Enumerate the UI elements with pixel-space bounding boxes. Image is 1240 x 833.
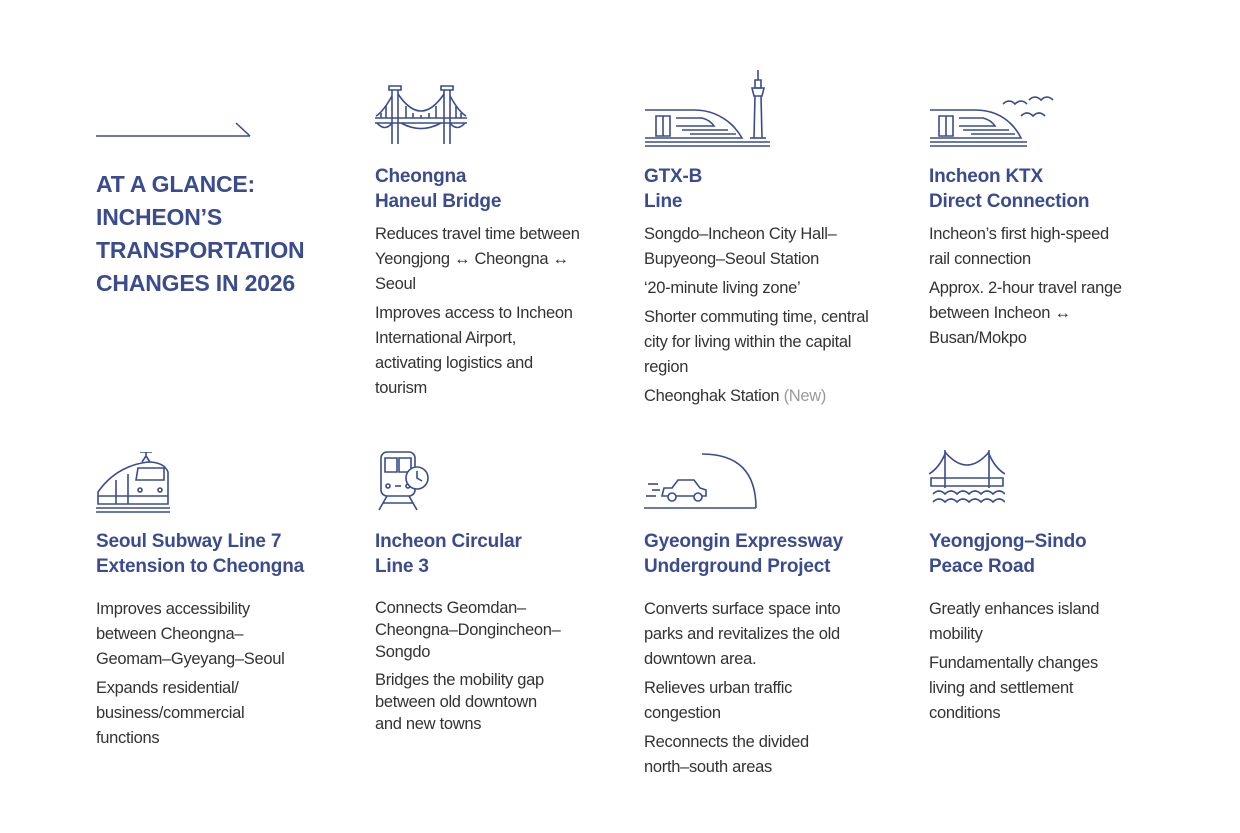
list-item: Converts surface space into parks and revitalizes the old downtown area. — [644, 600, 841, 668]
list-item: Songdo–Incheon City Hall–Bupyeong–Seoul Station — [644, 225, 837, 268]
card-title: GTX-B Line — [644, 166, 703, 212]
list-item: Connects Geomdan–Cheongna–Dongincheon–Songdo — [375, 599, 561, 661]
card-bullets — [644, 597, 866, 780]
list-item: Reconnects the divided north–south areas — [644, 733, 809, 776]
card-title: Incheon Circular Line 3 — [375, 531, 522, 577]
card-incheon-circular-line-3 — [375, 529, 615, 741]
list-item: Greatly enhances island mobility — [929, 600, 1100, 643]
card-seoul-subway-line-7 — [96, 529, 336, 755]
card-bullets — [375, 222, 585, 401]
list-item: Expands residential/ business/commercial functions — [96, 679, 245, 747]
card-bullets — [929, 597, 1129, 726]
list-item: Bridges the mobility gap between old downtown and new towns — [375, 671, 544, 733]
list-item: Shorter commuting time, central city for living within the capital region — [644, 308, 869, 376]
list-item: Improves accessibility between Cheongna–Geomam–Gyeyang–Seoul — [96, 600, 285, 668]
list-item: Relieves urban traffic congestion — [644, 679, 793, 722]
arrow-right-icon — [96, 120, 256, 140]
card-title: Cheongna Haneul Bridge — [375, 166, 502, 212]
train-clock-icon — [375, 450, 431, 512]
card-bullets — [375, 597, 587, 735]
card-bullets — [929, 222, 1139, 351]
card-incheon-ktx — [929, 164, 1169, 355]
card-title: Incheon KTX Direct Connection — [929, 166, 1090, 212]
train-tower-icon — [644, 70, 772, 148]
card-cheongna-haneul-bridge — [375, 164, 615, 405]
card-yeongjong-sindo-peace-road — [929, 529, 1169, 730]
list-item: Incheon’s first high-speed rail connection — [929, 225, 1109, 268]
sea-bridge-icon — [929, 448, 1005, 510]
subway-train-icon — [96, 452, 170, 514]
card-title: Gyeongin Expressway Underground Project — [644, 531, 843, 577]
card-bullets — [96, 597, 308, 751]
bridge-icon — [375, 82, 467, 148]
list-item: Approx. 2-hour travel range between Incheon ↔ Busan/Mokpo — [929, 279, 1122, 347]
card-bullets — [644, 222, 884, 409]
card-gyeongin-expressway — [644, 529, 884, 784]
page-title: AT A GLANCE: INCHEON’S TRANSPORTATION CHANGES IN 2026 — [96, 171, 305, 296]
list-item: Fundamentally changes living and settlement conditions — [929, 654, 1098, 722]
card-title: Yeongjong–Sindo Peace Road — [929, 531, 1087, 577]
card-gtx-b-line — [644, 164, 884, 413]
list-item: ‘20-minute living zone’ — [644, 279, 801, 297]
list-item: Improves access to Incheon International Airport, activating logistics and tourism — [375, 304, 573, 397]
ktx-train-icon — [929, 96, 1059, 148]
list-item: Cheonghak Station (New) — [644, 387, 827, 405]
card-title: Seoul Subway Line 7 Extension to Cheongna — [96, 531, 304, 577]
car-tunnel-icon — [644, 452, 760, 510]
new-tag: (New) — [783, 387, 827, 405]
list-item: Reduces travel time between Yeongjong ↔ Cheongna ↔ Seoul — [375, 225, 580, 293]
